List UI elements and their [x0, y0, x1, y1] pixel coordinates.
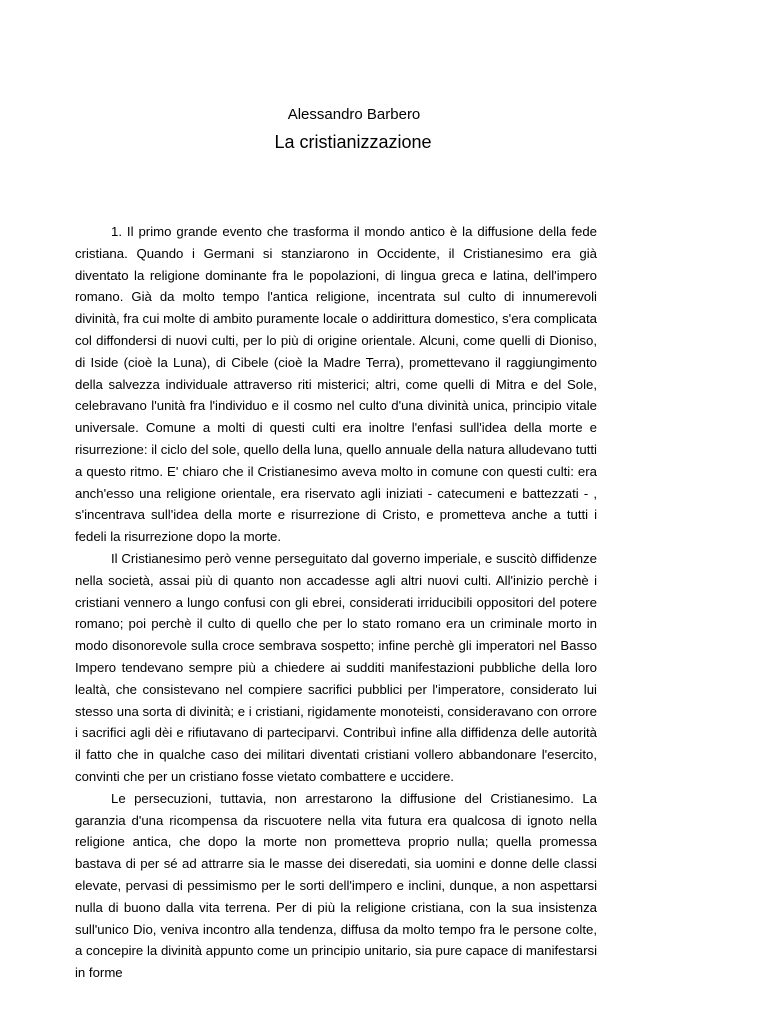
paragraph-1: 1. Il primo grande evento che trasforma il mondo antico è la diffusione della fede cristiana. Quando i Germani si stanziarono in Occidente, il Cristianesimo era già diventato la religione dominante fra le popolazioni, di lingua greca e latina, dell'impero romano. Già da molto tempo l'antica religione, incentrata sul culto di innumerevoli divinità, fra cui molte di ambito puramente locale o addirittura domestico, s'era complicata col diffondersi di nuovi culti, per lo più di origine orientale. Alcuni, come quelli di Dioniso, di Iside (cioè la Luna), di Cibele (cioè la Madre Terra), promettevano il raggiungimento della salvezza individuale attraverso riti misterici; altri, come quelli di Mitra e del Sole, celebravano l'unità fra l'individuo e il cosmo nel culto d'una divinità unica, principio vitale universale. Comune a molti di questi culti era inoltre l'enfasi sull'idea della morte e risurrezione: il ciclo del sole, quello della luna, quello annuale della natura alludevano tutti a questo ritmo. E' chiaro che il Cristianesimo aveva molto in comune con questi culti: era anch'esso una religione orientale, era riservato agli iniziati - catecumeni e battezzati - , s'incentrava sull'idea della morte e risurrezione di Cristo, e prometteva anche a tutti i fedeli la risurrezione dopo la morte.: [75, 224, 597, 545]
paragraph-2: Il Cristianesimo però venne perseguitato dal governo imperiale, e suscitò diffidenze nella società, assai più di quanto non accadesse agli altri nuovi culti. All'inizio perchè i cristiani vennero a lungo confusi con gli ebrei, considerati irriducibili oppositori del potere romano; poi perchè il culto di quello che per lo stato romano era un criminale morto in modo disonorevole sulla croce sembrava sospetto; infine perchè gli imperatori nel Basso Impero tendevano sempre più a chiedere ai sudditi manifestazioni pubbliche della loro lealtà, che consistevano nel compiere sacrifici pubblici per l'imperatore, considerato lui stesso una sorta di divinità; e i cristiani, rigidamente monoteisti, consideravano con orrore i sacrifici agli dèi e rifiutavano di parteciparvi. Contribuì infine alla diffidenza delle autorità il fatto che in qualche caso dei militari diventati cristiani vollero abbandonare l'esercito, convinti che per un cristiano fosse vietato combattere e uccidere.: [75, 550, 597, 784]
author-name: Alessandro Barbero: [287, 106, 421, 123]
paragraph-3: Le persecuzioni, tuttavia, non arrestarono la diffusione del Cristianesimo. La garanzia d'una ricompensa da riscuotere nella vita futura era qualcosa di ignoto nella religione antica, che dopo la morte non prometteva proprio nulla; quella promessa bastava di per sé ad attrarre sia le masse dei diseredati, sia uomini e donne delle classi elevate, pervasi di pessimismo per le sorti dell'impero e inclini, dunque, a non aspettarsi nulla di buono dalla vita terrena. Per di più la religione cristiana, con la sua insistenza sull'unico Dio, veniva incontro alla tendenza, diffusa da molto tempo fra le persone colte, a concepire la divinità appunto come un principio unitario, sia pure capace di manifestarsi in forme: [75, 790, 597, 981]
document-title: La cristianizzazione: [274, 132, 432, 152]
body-text: [75, 221, 597, 984]
